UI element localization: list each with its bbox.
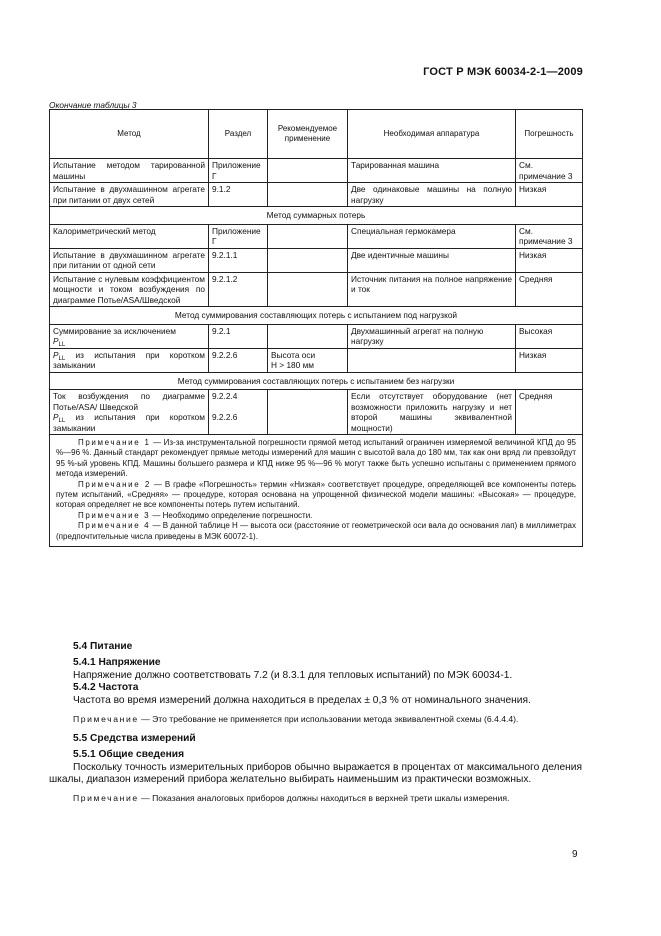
cell-application [268, 390, 348, 435]
table-row [50, 390, 583, 435]
cell-equipment: Источник питания на полное напряжение и ток [348, 272, 516, 307]
note-text: — В данной таблице H — высота оси (расстояние от геометрической оси вала до основания лап) в миллиметрах (предпочтительные числа приведены в МЭК 60072-1). [56, 521, 576, 541]
table-row [50, 248, 583, 272]
table-row [50, 324, 583, 348]
symbol-p: P [53, 349, 59, 360]
col-header-section: Раздел [209, 110, 268, 159]
cell-error: Низкая [516, 248, 583, 272]
table-caption: Окончание таблицы 3 [49, 100, 137, 110]
cell-equipment: Две идентичные машины [348, 248, 516, 272]
cell-method: Испытание в двухмашинном агрегате при питании от одной сети [50, 248, 209, 272]
note-label: Примечание 1 [78, 438, 151, 447]
cell-section: Приложение Г [209, 159, 268, 183]
section-title: Метод суммирования составляющих потерь с испытанием под нагрузкой [50, 307, 583, 325]
symbol-sub: LL [58, 342, 66, 348]
note-text: — В графе «Погрешность» термин «Низкая» соответствует процедуре, определяющей все компоненты потерь путем испытаний, «Средняя» — процедуре, которая основана на упрощенной физической модели машины: «Высокая» — процедуре, которая определяет не все компоненты потерь путем испытаний. [56, 479, 576, 510]
table-section-row [50, 372, 583, 390]
cell-equipment: Двухмашинный агрегат на полную нагрузку [348, 324, 516, 348]
table-notes [50, 435, 583, 547]
cell-application [268, 348, 348, 372]
cell-section: 9.2.1 [209, 324, 268, 348]
cell-application [268, 248, 348, 272]
col-header-method: Метод [50, 110, 209, 159]
table-notes-row [50, 435, 583, 547]
paragraph-5-4-2: Частота во время измерений должна находиться в пределах ± 0,3 % от номинального значения. [73, 695, 531, 707]
methods-table [49, 109, 583, 547]
col-header-application: Рекомендуемое применение [268, 110, 348, 159]
cell-method: Испытание в двухмашинном агрегате при питании от двух сетей [50, 183, 209, 207]
note-4 [56, 521, 576, 542]
note-label: Примечание 3 [78, 510, 151, 520]
note-1 [56, 438, 576, 480]
cell-application [268, 324, 348, 348]
paragraph-5-5-1: Поскольку точность измерительных приборов обычно выражается в процентах от максимального деления шкалы, диапазон измерений прибора желательно выбирать наименьшим из практически возможных. [49, 761, 582, 786]
cell-error: Средняя [516, 272, 583, 307]
table-section-row [50, 207, 583, 225]
heading-5-5-1: 5.5.1 Общие сведения [73, 748, 185, 760]
table-section-row [50, 307, 583, 325]
application-line: H > 180 мм [271, 360, 315, 370]
cell-error: Низкая [516, 183, 583, 207]
cell-application [268, 159, 348, 183]
cell-section: 9.2.1.1 [209, 248, 268, 272]
note-5-4-2 [49, 714, 582, 725]
application-line: Высота оси [271, 349, 316, 360]
paragraph-5-4-1: Напряжение должно соответствовать 7.2 (и 8.3.1 для тепловых испытаний) по МЭК 60034-1. [73, 669, 513, 681]
cell-error: Низкая [516, 348, 583, 372]
cell-section: 9.2.1.2 [209, 272, 268, 307]
symbol-sub: LL [58, 355, 66, 362]
note-label: Примечание 4 [78, 521, 151, 531]
cell-method [50, 348, 209, 372]
note-text: — Показания аналоговых приборов должны находиться в верхней трети шкалы измерения. [138, 793, 510, 804]
heading-5-4-2: 5.4.2 Частота [73, 682, 139, 694]
table-row [50, 183, 583, 207]
section-title: Метод суммарных потерь [50, 207, 583, 225]
table-header-row [50, 110, 583, 159]
table-row [50, 272, 583, 307]
cell-method: Испытание методом тарированной машины [50, 159, 209, 183]
heading-5-4: 5.4 Питание [73, 641, 133, 652]
cell-section: 9.2.2.6 [209, 348, 268, 372]
col-header-error: Погрешность [516, 110, 583, 159]
cell-application [268, 183, 348, 207]
cell-error: См. примечание 3 [516, 224, 583, 248]
note-label: Примечание [73, 793, 139, 804]
note-label: Примечание [73, 713, 139, 724]
cell-method: Калориметрический метод [50, 224, 209, 248]
cell-method [50, 390, 209, 435]
cell-equipment: Специальная гермокамера [348, 224, 516, 248]
method-text: Суммирование за исключением [53, 325, 176, 336]
cell-application [268, 272, 348, 307]
note-2 [56, 480, 576, 511]
cell-equipment [348, 348, 516, 372]
body-text [49, 641, 582, 804]
note-label: Примечание 2 [78, 479, 151, 489]
symbol-sub: LL [58, 418, 66, 424]
page-number: 9 [572, 849, 578, 860]
note-text: — Это требование не применяется при использовании метода эквивалентной схемы (6.4.4.4). [138, 713, 519, 724]
cell-section: 9.1.2 [209, 183, 268, 207]
method-text: из испытания при коротком замыкании [53, 412, 205, 433]
table-row [50, 348, 583, 372]
symbol-p: P [53, 412, 59, 422]
cell-equipment: Две одинаковые машины на полную нагрузку [348, 183, 516, 207]
cell-error: См. примечание 3 [516, 159, 583, 183]
cell-equipment: Тарированная машина [348, 159, 516, 183]
cell-method: Испытание с нулевым коэффициентом мощности и током возбуждения по диаграмме Потье/ASA/Шведской [50, 272, 209, 307]
note-5-5-1 [49, 793, 582, 804]
heading-5-4-1: 5.4.1 Напряжение [73, 656, 161, 668]
section-ref: 9.2.2.6 [212, 412, 238, 422]
col-header-equipment: Необходимая аппаратура [348, 110, 516, 159]
cell-section [209, 390, 268, 435]
cell-equipment: Если отсутствует оборудование (нет возможности приложить нагрузку и нет второй машины эквивалентной мощности) [348, 390, 516, 435]
cell-section: Приложение Г [209, 224, 268, 248]
table-row [50, 159, 583, 183]
cell-error: Высокая [516, 324, 583, 348]
cell-error: Средняя [516, 390, 583, 435]
method-text: из испытания при коротком замыкании [53, 349, 205, 370]
note-text: — Необходимо определение погрешности. [150, 510, 313, 520]
heading-5-5: 5.5 Средства измерений [73, 732, 196, 744]
symbol-p: P [53, 336, 59, 346]
cell-method [50, 324, 209, 348]
section-ref: 9.2.2.4 [212, 391, 238, 401]
document-header: ГОСТ Р МЭК 60034-2-1—2009 [423, 66, 583, 78]
method-text: Ток возбуждения по диаграмме Потье/ASA/ Шведской [53, 391, 205, 412]
note-3 [56, 511, 576, 521]
cell-application [268, 224, 348, 248]
note-text: — Из-за инструментальной погрешности прямой метод испытаний ограничен измеряемой величиной КПД до 95 %—96 %. Данный стандарт рекомендует прямые методы измерений для машин с высотой вала до 180 мм, так как они вряд ли превзойдут 95 %-ый уровень КПД. Машины большего размера и КПД ниже 95 %—96 % могут также быть успешно испытаны с применением прямого метода измерений. [56, 438, 576, 479]
table-row [50, 224, 583, 248]
section-title: Метод суммирования составляющих потерь с испытанием без нагрузки [50, 372, 583, 390]
